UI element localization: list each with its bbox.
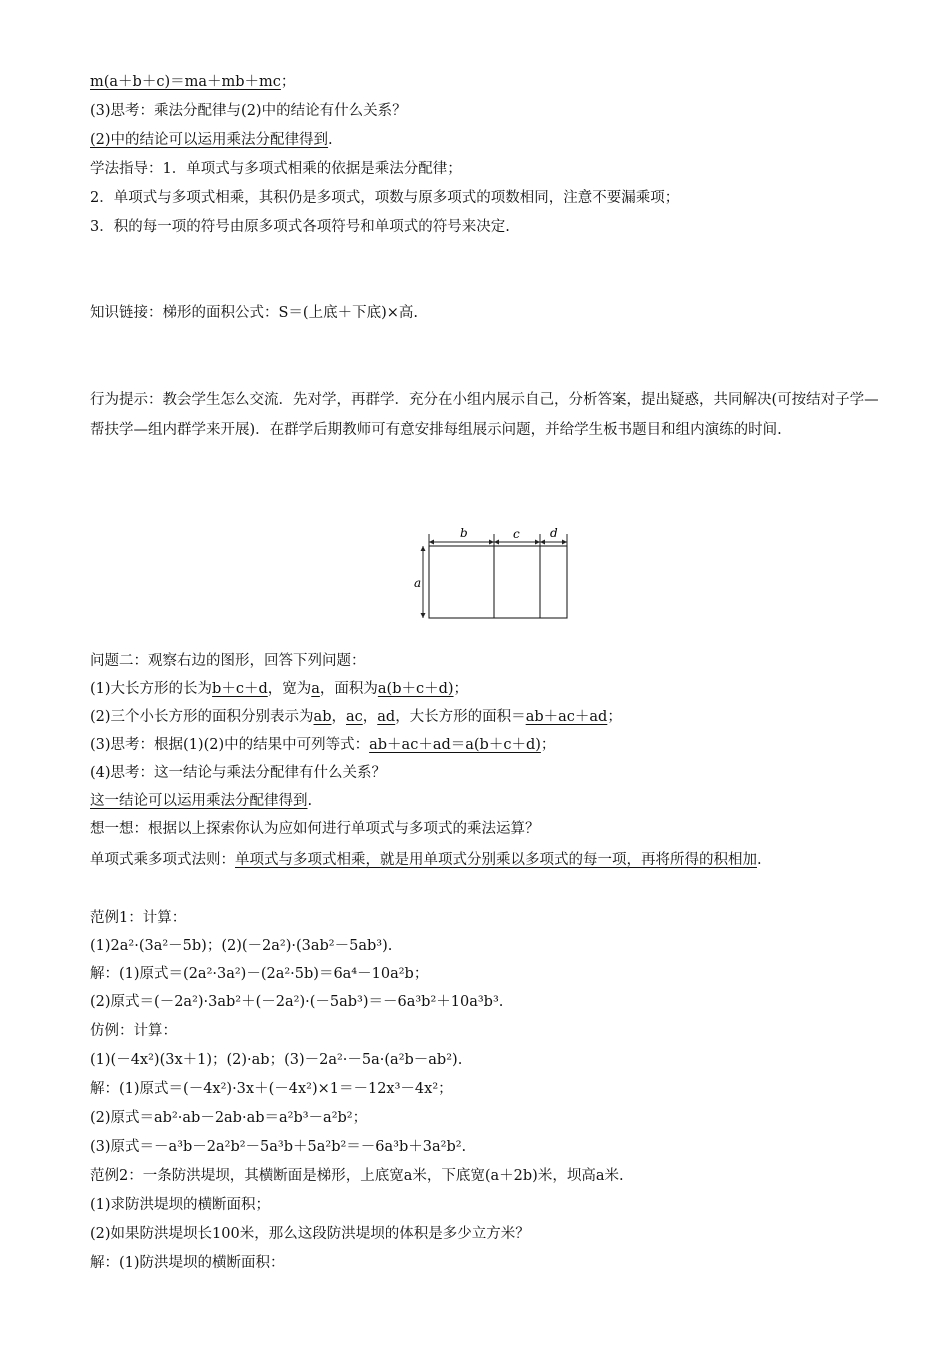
equation-line: m(a＋b＋c)＝ma＋mb＋mc； [90,74,296,90]
imitation-question: (1)(－4x²)(3x＋1)；(2)·ab；(3)－2a²·－5a·(a²b－ab²). [90,1052,463,1068]
example-1-solution-1: 解：(1)原式＝(2a²·3a²)－(2a²·5b)＝6a⁴－10a²b； [90,966,429,982]
study-guide-2: 2．单项式与多项式相乘，其积仍是多项式，项数与原多项式的项数相同，注意不要漏乘项； [90,190,680,206]
example-1-solution-2: (2)原式＝(－2a²)·3ab²＋(－2a²)·(－5ab³)＝－6a³b²＋10a³b³. [90,994,504,1010]
example-2-question-2: (2)如果防洪堤坝长100米，那么这段防洪堤坝的体积是多少立方米？ [90,1226,530,1242]
answer-line: (2)中的结论可以运用乘法分配律得到. [90,132,333,148]
question-2-part-3: (3)思考：根据(1)(2)中的结果中可列等式：ab＋ac＋ad＝a(b＋c＋d)； [90,737,556,753]
behavior-hint: 行为提示：教会学生怎么交流．先对学，再群学．充分在小组内展示自己，分析答案，提出疑惑，共同解决(可按结对子学—帮扶学—组内群学来开展)．在群学后期教师可有意安排每组展示问题，并给学生板书题目和组内演练的时间. [90,392,879,438]
study-guide-1: 学法指导：1．单项式与多项式相乘的依据是乘法分配律； [90,161,462,177]
question-2-part-1: (1)大长方形的长为b＋c＋d，宽为a，面积为a(b＋c＋d)； [90,681,469,697]
example-1-question: (1)2a²·(3a²－5b)；(2)(－2a²)·(3ab²－5ab³). [90,938,393,954]
label-a: a [414,576,422,590]
imitation-solution-1: 解：(1)原式＝(－4x²)·3x＋(－4x²)×1＝－12x³－4x²； [90,1081,453,1097]
example-1-title: 范例1：计算： [90,910,187,926]
multiplication-rule: 单项式乘多项式法则：单项式与多项式相乘，就是用单项式分别乘以多项式的每一项，再将所得的积相加. [90,852,762,868]
answer-underline: m(a＋b＋c)＝ma＋mb＋mc [90,74,281,90]
imitation-solution-3: (3)原式＝－a³b－2a²b²－5a³b＋5a²b²＝－6a³b＋3a²b². [90,1139,467,1155]
example-2-question-1: (1)求防洪堤坝的横断面积； [90,1197,271,1213]
study-guide-3: 3．积的每一项的符号由原多项式各项符号和单项式的符号来决定. [90,219,510,235]
question-2-part-2: (2)三个小长方形的面积分别表示为ab，ac，ad，大长方形的面积＝ab＋ac＋ad； [90,709,622,725]
imitation-title: 仿例：计算： [90,1023,177,1039]
big-rectangle [429,546,567,618]
label-d: d [550,526,558,540]
question-3: (3)思考：乘法分配律与(2)中的结论有什么关系？ [90,103,407,119]
example-2-solution-1: 解：(1)防洪堤坝的横断面积： [90,1255,285,1271]
knowledge-link: 知识链接：梯形的面积公式：S＝(上底＋下底)×高. [90,305,419,321]
question-2-answer: 这一结论可以运用乘法分配律得到. [90,793,313,809]
label-b: b [460,526,468,540]
example-2-title: 范例2：一条防洪堤坝，其横断面是梯形，上底宽a米，下底宽(a＋2b)米，坝高a米. [90,1168,624,1184]
question-2-title: 问题二：观察右边的图形，回答下列问题： [90,653,366,669]
rectangle-figure [412,522,572,622]
imitation-solution-2: (2)原式＝ab²·ab－2ab·ab＝a²b³－a²b²； [90,1110,368,1126]
label-c: c [513,527,520,541]
think-prompt: 想一想：根据以上探索你认为应如何进行单项式与多项式的乘法运算？ [90,821,540,837]
question-2-part-4: (4)思考：这一结论与乘法分配律有什么关系？ [90,765,387,781]
